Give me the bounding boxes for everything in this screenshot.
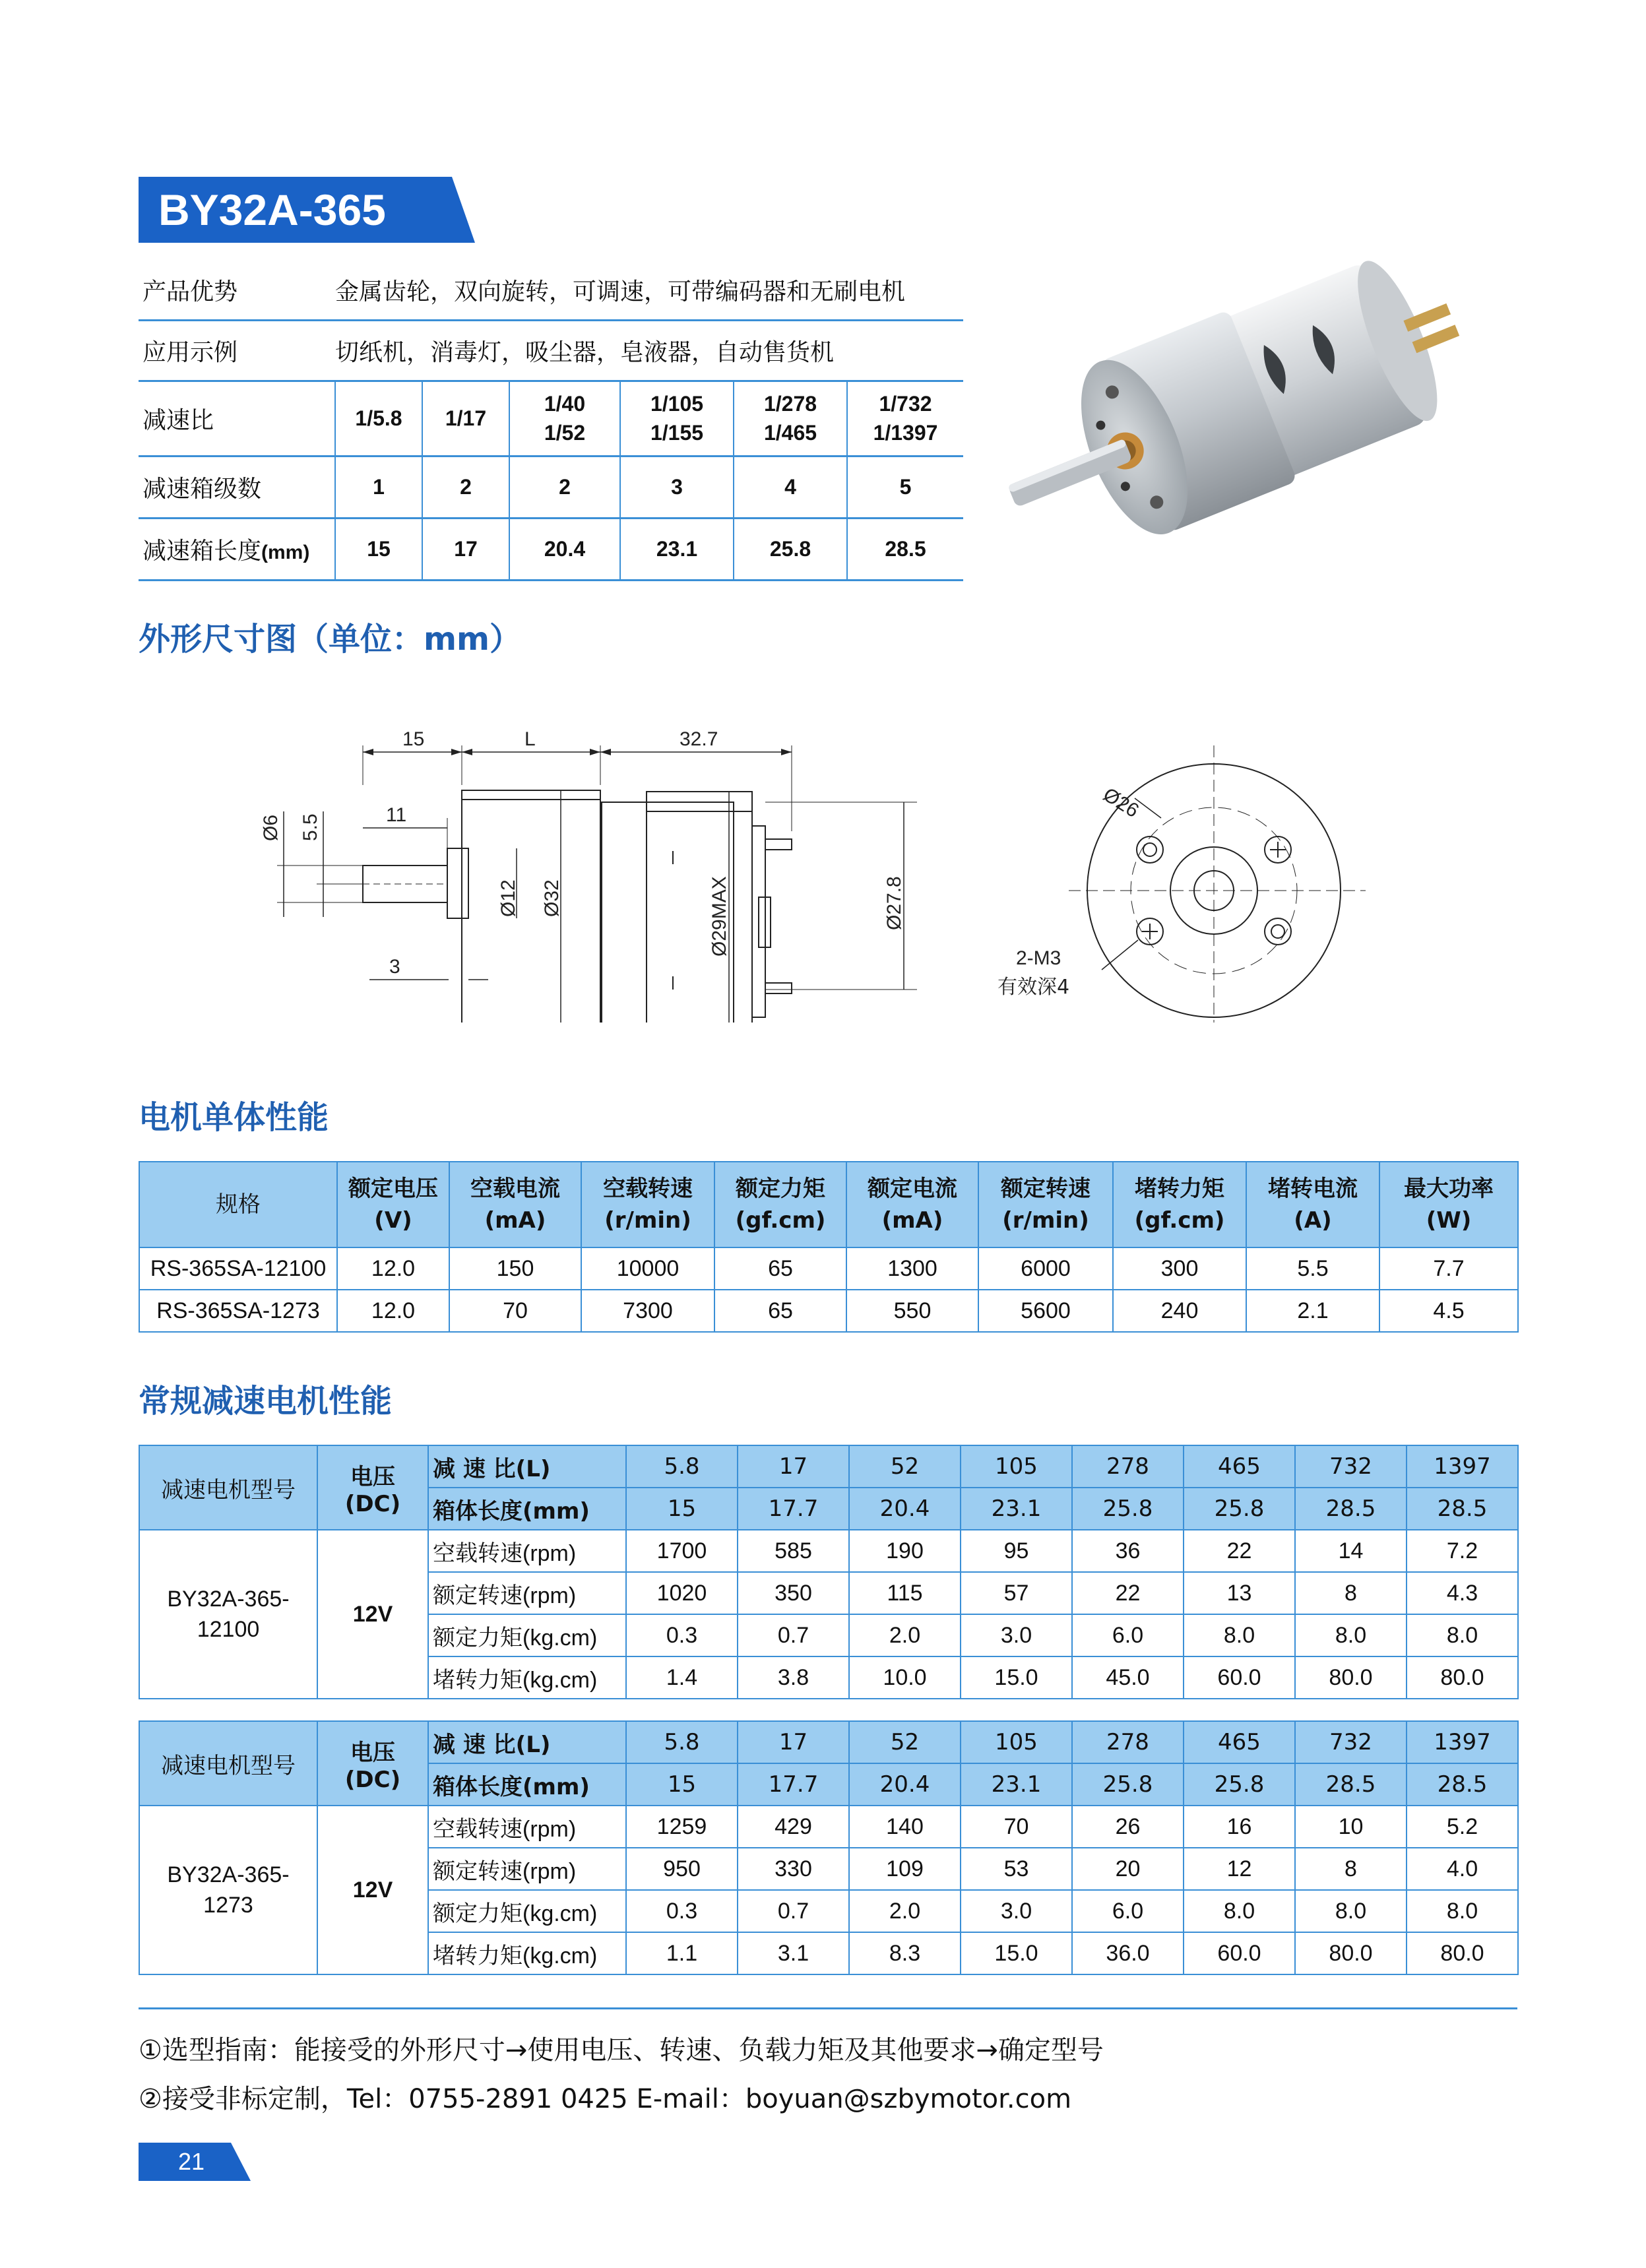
value-cell: 350	[738, 1572, 849, 1614]
page-number-tab	[139, 2143, 251, 2181]
value-cell: 3.0	[961, 1614, 1072, 1656]
dim-3: 3	[389, 956, 400, 978]
side-view	[260, 728, 917, 1023]
dim-5-5: 5.5	[300, 813, 321, 841]
table-row	[139, 1806, 1518, 1848]
notes-divider	[139, 2007, 1517, 2009]
note-contact: ②接受非标定制，Tel：0755-2891 0425 E-mail：boyuan@szbymotor.com	[139, 2084, 1072, 2114]
model-cell: BY32A-365- 1273	[139, 1806, 317, 1974]
value-cell: 0.7	[738, 1614, 849, 1656]
ratio-cell: 1/5.8	[335, 381, 422, 456]
ratio-cell: 1/278 1/465	[734, 381, 847, 456]
ratio-cell: 1/40 1/52	[509, 381, 620, 456]
length-value: 25.8	[1072, 1488, 1184, 1530]
length-label: 箱体长度(mm)	[428, 1488, 626, 1530]
value-cell: 70	[961, 1806, 1072, 1848]
value-cell: 7.2	[1407, 1530, 1518, 1572]
spec-row-stages	[139, 456, 963, 518]
gear-table-1273	[139, 1720, 1519, 1975]
value-cell: 8	[1295, 1848, 1407, 1890]
value-cell: 5.2	[1407, 1806, 1518, 1848]
row-label: 额定力矩(kg.cm)	[428, 1614, 626, 1656]
motor-heading: 电机单体性能	[139, 1099, 329, 1136]
length-cell: 20.4	[509, 518, 620, 580]
length-cell: 23.1	[620, 518, 734, 580]
value-cell: 36.0	[1072, 1932, 1184, 1974]
stage-cell: 1	[335, 456, 422, 518]
value-cell: 4.0	[1407, 1848, 1518, 1890]
spec-table	[139, 261, 963, 581]
value-cell: 429	[738, 1806, 849, 1848]
header-cell: 空载转速 (r/min)	[581, 1162, 714, 1247]
model-cell: BY32A-365- 12100	[139, 1530, 317, 1699]
length-cell: 28.5	[847, 518, 963, 580]
value-cell: 95	[961, 1530, 1072, 1572]
value-cell: 65	[714, 1247, 846, 1290]
value-cell: 22	[1184, 1530, 1295, 1572]
dimension-heading: 外形尺寸图（单位：mm）	[139, 621, 522, 658]
ratio-value: 732	[1295, 1445, 1407, 1488]
motor-photo	[1003, 237, 1517, 607]
spec-row-advantage	[139, 261, 963, 320]
ratio-value: 52	[849, 1721, 961, 1763]
value-cell: 80.0	[1407, 1932, 1518, 1974]
model-cell: RS-365SA-12100	[139, 1247, 337, 1290]
value-cell: 585	[738, 1530, 849, 1572]
value-cell: 6000	[978, 1247, 1113, 1290]
ratio-cell: 1/105 1/155	[620, 381, 734, 456]
header-cell: 额定转速 (r/min)	[978, 1162, 1113, 1247]
length-value: 15	[626, 1763, 738, 1806]
motor-performance-table	[139, 1161, 1519, 1333]
length-value: 17.7	[738, 1488, 849, 1530]
value-cell: 22	[1072, 1572, 1184, 1614]
ratio-value: 52	[849, 1445, 961, 1488]
length-value: 17.7	[738, 1763, 849, 1806]
value-cell: 3.0	[961, 1890, 1072, 1932]
value-cell: 80.0	[1295, 1932, 1407, 1974]
value-cell: 15.0	[961, 1656, 1072, 1699]
stage-cell: 2	[509, 456, 620, 518]
value-cell: 3.8	[738, 1656, 849, 1699]
value-cell: 240	[1113, 1290, 1246, 1332]
value-cell: 26	[1072, 1806, 1184, 1848]
spec-row-ratio	[139, 381, 963, 456]
value-cell: 2.1	[1246, 1290, 1379, 1332]
length-value: 15	[626, 1488, 738, 1530]
model-header: 减速电机型号	[139, 1445, 317, 1530]
value-cell: 2.0	[849, 1614, 961, 1656]
length-value: 28.5	[1295, 1488, 1407, 1530]
value-cell: 7300	[581, 1290, 714, 1332]
length-label: 减速箱长度(mm)	[139, 518, 335, 580]
header-cell: 额定力矩 (gf.cm)	[714, 1162, 846, 1247]
value-cell: 13	[1184, 1572, 1295, 1614]
value-cell: 1300	[846, 1247, 978, 1290]
header-cell: 额定电流 (mA)	[846, 1162, 978, 1247]
value-cell: 12.0	[337, 1290, 449, 1332]
application-label: 应用示例	[139, 320, 335, 381]
length-value: 23.1	[961, 1763, 1072, 1806]
motor-table-header	[139, 1162, 1518, 1247]
ratio-value: 278	[1072, 1445, 1184, 1488]
dim-phi6: Ø6	[260, 814, 282, 841]
value-cell: 0.7	[738, 1890, 849, 1932]
value-cell: 1259	[626, 1806, 738, 1848]
value-cell: 5600	[978, 1290, 1113, 1332]
length-value: 28.5	[1407, 1488, 1518, 1530]
ratio-cell: 1/17	[422, 381, 509, 456]
value-cell: 6.0	[1072, 1614, 1184, 1656]
header-cell: 堵转电流 (A)	[1246, 1162, 1379, 1247]
value-cell: 1020	[626, 1572, 738, 1614]
value-cell: 53	[961, 1848, 1072, 1890]
advantage-label: 产品优势	[139, 261, 335, 320]
front-view	[997, 745, 1366, 1023]
ratio-value: 1397	[1407, 1445, 1518, 1488]
dim-phi29max: Ø29MAX	[709, 876, 730, 957]
hole-label: 2-M3	[1016, 947, 1061, 969]
value-cell: 80.0	[1407, 1656, 1518, 1699]
ratio-value: 5.8	[626, 1721, 738, 1763]
length-value: 20.4	[849, 1488, 961, 1530]
ratio-label: 减 速 比(L)	[428, 1445, 626, 1488]
value-cell: 0.3	[626, 1614, 738, 1656]
table-row	[139, 1247, 1518, 1290]
value-cell: 12.0	[337, 1247, 449, 1290]
voltage-cell: 12V	[317, 1806, 428, 1974]
length-label: 箱体长度(mm)	[428, 1763, 626, 1806]
value-cell: 550	[846, 1290, 978, 1332]
ratio-value: 1397	[1407, 1721, 1518, 1763]
dim-phi12: Ø12	[497, 879, 519, 917]
value-cell: 3.1	[738, 1932, 849, 1974]
value-cell: 7.7	[1379, 1247, 1518, 1290]
model-cell: RS-365SA-1273	[139, 1290, 337, 1332]
length-value: 25.8	[1184, 1763, 1295, 1806]
value-cell: 70	[449, 1290, 581, 1332]
value-cell: 190	[849, 1530, 961, 1572]
value-cell: 20	[1072, 1848, 1184, 1890]
dim-27-8: Ø27.8	[883, 876, 905, 930]
value-cell: 65	[714, 1290, 846, 1332]
dim-L: L	[524, 728, 536, 750]
ratio-label: 减 速 比(L)	[428, 1721, 626, 1763]
value-cell: 5.5	[1246, 1247, 1379, 1290]
spec-header: 规格	[139, 1162, 337, 1247]
value-cell: 8	[1295, 1572, 1407, 1614]
value-cell: 330	[738, 1848, 849, 1890]
ratio-value: 278	[1072, 1721, 1184, 1763]
value-cell: 10000	[581, 1247, 714, 1290]
title-banner	[139, 177, 475, 243]
length-cell: 25.8	[734, 518, 847, 580]
gear-table-12100	[139, 1445, 1519, 1699]
length-value: 25.8	[1072, 1763, 1184, 1806]
table-row	[139, 1530, 1518, 1572]
voltage-header: 电压 (DC)	[317, 1721, 428, 1806]
value-cell: 1.1	[626, 1932, 738, 1974]
row-label: 额定转速(rpm)	[428, 1572, 626, 1614]
value-cell: 12	[1184, 1848, 1295, 1890]
dim-15: 15	[402, 728, 425, 750]
row-label: 额定力矩(kg.cm)	[428, 1890, 626, 1932]
stage-cell: 3	[620, 456, 734, 518]
value-cell: 60.0	[1184, 1932, 1295, 1974]
stage-cell: 4	[734, 456, 847, 518]
dim-phi32: Ø32	[541, 879, 563, 917]
stages-label: 减速箱级数	[139, 456, 335, 518]
ratio-value: 465	[1184, 1721, 1295, 1763]
header-cell: 最大功率 (W)	[1379, 1162, 1518, 1247]
value-cell: 8.0	[1407, 1890, 1518, 1932]
gear-heading: 常规减速电机性能	[139, 1383, 393, 1420]
length-cell: 15	[335, 518, 422, 580]
value-cell: 36	[1072, 1530, 1184, 1572]
ratio-value: 17	[738, 1445, 849, 1488]
dim-phi26: Ø26	[1099, 783, 1143, 822]
value-cell: 1.4	[626, 1656, 738, 1699]
hole-depth: 有效深4	[997, 976, 1070, 999]
dim-11: 11	[386, 804, 407, 826]
ratio-value: 465	[1184, 1445, 1295, 1488]
ratio-value: 732	[1295, 1721, 1407, 1763]
length-value: 28.5	[1407, 1763, 1518, 1806]
length-value: 25.8	[1184, 1488, 1295, 1530]
dimension-drawing	[251, 719, 1372, 1023]
value-cell: 6.0	[1072, 1890, 1184, 1932]
voltage-cell: 12V	[317, 1530, 428, 1699]
value-cell: 4.3	[1407, 1572, 1518, 1614]
value-cell: 1700	[626, 1530, 738, 1572]
ratio-cell: 1/732 1/1397	[847, 381, 963, 456]
value-cell: 2.0	[849, 1890, 961, 1932]
ratio-value: 17	[738, 1721, 849, 1763]
page-title: BY32A-365	[158, 185, 386, 234]
value-cell: 8.0	[1295, 1614, 1407, 1656]
value-cell: 8.0	[1184, 1890, 1295, 1932]
value-cell: 109	[849, 1848, 961, 1890]
value-cell: 140	[849, 1806, 961, 1848]
length-value: 20.4	[849, 1763, 961, 1806]
value-cell: 10.0	[849, 1656, 961, 1699]
value-cell: 80.0	[1295, 1656, 1407, 1699]
value-cell: 950	[626, 1848, 738, 1890]
row-label: 堵转力矩(kg.cm)	[428, 1656, 626, 1699]
value-cell: 16	[1184, 1806, 1295, 1848]
row-label: 额定转速(rpm)	[428, 1848, 626, 1890]
row-label: 空载转速(rpm)	[428, 1806, 626, 1848]
spec-row-length	[139, 518, 963, 580]
value-cell: 15.0	[961, 1932, 1072, 1974]
stage-cell: 2	[422, 456, 509, 518]
ratio-value: 105	[961, 1445, 1072, 1488]
value-cell: 8.0	[1295, 1890, 1407, 1932]
value-cell: 0.3	[626, 1890, 738, 1932]
table-row	[139, 1290, 1518, 1332]
length-value: 23.1	[961, 1488, 1072, 1530]
length-cell: 17	[422, 518, 509, 580]
stage-cell: 5	[847, 456, 963, 518]
value-cell: 8.0	[1407, 1614, 1518, 1656]
row-label: 空载转速(rpm)	[428, 1530, 626, 1572]
value-cell: 14	[1295, 1530, 1407, 1572]
voltage-header: 电压 (DC)	[317, 1445, 428, 1530]
value-cell: 10	[1295, 1806, 1407, 1848]
ratio-row	[139, 1445, 1518, 1488]
value-cell: 60.0	[1184, 1656, 1295, 1699]
application-value: 切纸机，消毒灯，吸尘器，皂液器，自动售货机	[335, 320, 963, 381]
header-cell: 额定电压 (V)	[337, 1162, 449, 1247]
value-cell: 150	[449, 1247, 581, 1290]
spec-row-application	[139, 320, 963, 381]
length-value: 28.5	[1295, 1763, 1407, 1806]
row-label: 堵转力矩(kg.cm)	[428, 1932, 626, 1974]
ratio-value: 5.8	[626, 1445, 738, 1488]
value-cell: 57	[961, 1572, 1072, 1614]
value-cell: 300	[1113, 1247, 1246, 1290]
value-cell: 45.0	[1072, 1656, 1184, 1699]
header-cell: 堵转力矩 (gf.cm)	[1113, 1162, 1246, 1247]
model-header: 减速电机型号	[139, 1721, 317, 1806]
ratio-row	[139, 1721, 1518, 1763]
dim-32-7: 32.7	[680, 728, 718, 750]
advantage-value: 金属齿轮，双向旋转，可调速，可带编码器和无刷电机	[335, 261, 963, 320]
header-cell: 空载电流 (mA)	[449, 1162, 581, 1247]
value-cell: 8.3	[849, 1932, 961, 1974]
note-selection-guide: ①选型指南：能接受的外形尺寸→使用电压、转速、负载力矩及其他要求→确定型号	[139, 2035, 1104, 2065]
value-cell: 4.5	[1379, 1290, 1518, 1332]
value-cell: 8.0	[1184, 1614, 1295, 1656]
page-number: 21	[177, 2148, 205, 2175]
ratio-value: 105	[961, 1721, 1072, 1763]
ratio-label: 减速比	[139, 381, 335, 456]
value-cell: 115	[849, 1572, 961, 1614]
